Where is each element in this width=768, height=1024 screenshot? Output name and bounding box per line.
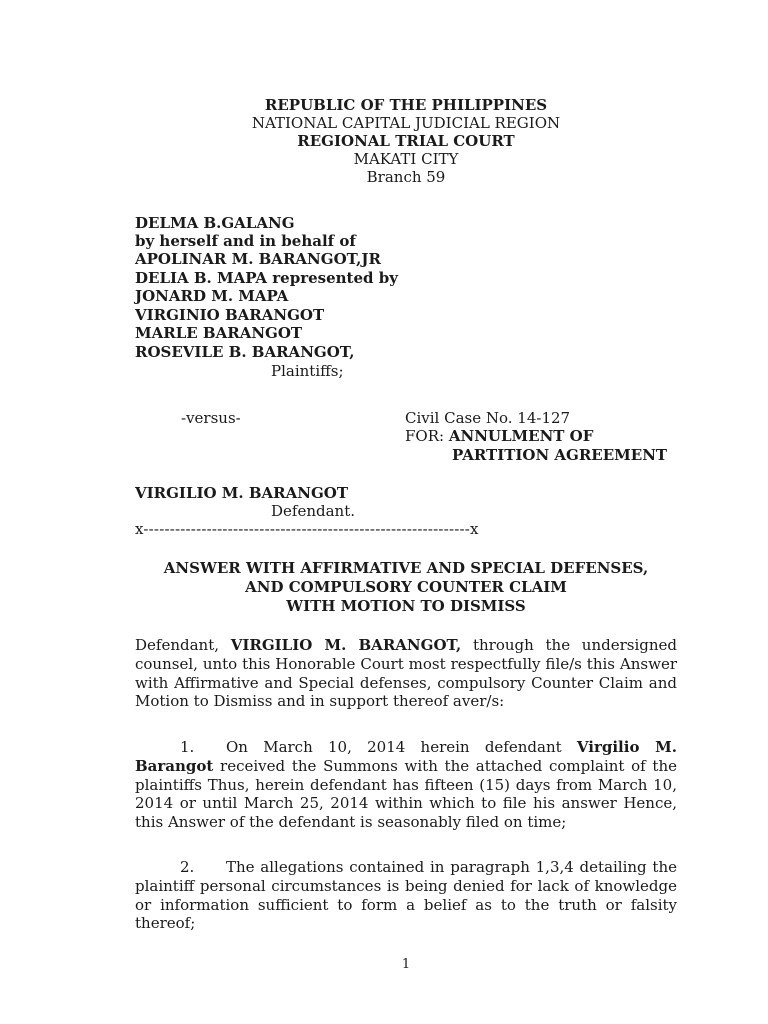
defendant-role: Defendant. bbox=[271, 502, 355, 520]
paragraph-1 bbox=[135, 738, 677, 832]
intro-paragraph bbox=[135, 636, 677, 711]
header-court: REGIONAL TRIAL COURT bbox=[297, 132, 515, 150]
caption-separator: x--------------------------------------------------------------x bbox=[135, 520, 479, 538]
header-branch: Branch 59 bbox=[366, 168, 446, 186]
defendant-name: VIRGILIO M. BARANGOT bbox=[135, 484, 349, 502]
case-for-line1: ANNULMENT OF bbox=[448, 427, 594, 445]
plaintiff-line: JONARD M. MAPA bbox=[135, 287, 289, 305]
versus-label: -versus- bbox=[181, 409, 241, 427]
paragraph-1-number: 1. bbox=[180, 738, 195, 756]
paragraph-2 bbox=[135, 858, 677, 933]
paragraph-1-lead: On March 10, 2014 herein defendant bbox=[226, 738, 577, 756]
case-for-label: FOR: bbox=[405, 427, 445, 445]
pleading-title-line1: ANSWER WITH AFFIRMATIVE AND SPECIAL DEFENSES, bbox=[163, 559, 649, 577]
intro-rest: through the undersigned counsel, unto this Honorable Court most respectfully file/s this Answer with Affirmative and Special defenses, compulsory Counter Claim and Motion to Dismiss and in support thereof aver/s: bbox=[135, 636, 678, 711]
header-republic: REPUBLIC OF THE PHILIPPINES bbox=[264, 96, 548, 114]
plaintiff-line: by herself and in behalf of bbox=[135, 232, 356, 250]
case-number: Civil Case No. 14-127 bbox=[405, 409, 571, 427]
plaintiff-line: DELIA B. MAPA represented by bbox=[135, 269, 398, 287]
header-region: NATIONAL CAPITAL JUDICIAL REGION bbox=[251, 114, 561, 132]
plaintiff-line: VIRGINIO BARANGOT bbox=[135, 306, 325, 324]
header-city: MAKATI CITY bbox=[353, 150, 459, 168]
page-number: 1 bbox=[401, 957, 411, 972]
paragraph-2-text: The allegations contained in paragraph 1,3,4 detailing the plaintiff personal circumstances is being denied for lack of knowledge or information sufficient to form a belief as to the truth or falsity thereof; bbox=[135, 858, 677, 933]
plaintiffs-role: Plaintiffs; bbox=[271, 362, 344, 380]
pleading-title-line3: WITH MOTION TO DISMISS bbox=[286, 597, 526, 615]
paragraph-1-name: Virgilio M. Barangot bbox=[135, 738, 677, 775]
pleading-title-line2: AND COMPULSORY COUNTER CLAIM bbox=[245, 578, 567, 596]
plaintiff-line: DELMA B.GALANG bbox=[135, 214, 295, 232]
paragraph-2-number: 2. bbox=[180, 858, 195, 876]
intro-defendant-name: VIRGILIO M. BARANGOT, bbox=[230, 636, 462, 654]
plaintiff-line: ROSEVILE B. BARANGOT, bbox=[135, 343, 355, 361]
intro-lead: Defendant, bbox=[135, 636, 231, 654]
case-for bbox=[405, 427, 593, 445]
paragraph-1-rest: received the Summons with the attached complaint of the plaintiffs Thus, herein defendant has fifteen (15) days from March 10, 2014 or until March 25, 2014 within which to file his answer Hence, this Answer of the defendant is seasonably filed on time; bbox=[135, 756, 677, 832]
plaintiff-line: APOLINAR M. BARANGOT,JR bbox=[135, 250, 381, 268]
case-for-line2: PARTITION AGREEMENT bbox=[452, 446, 668, 464]
plaintiff-line: MARLE BARANGOT bbox=[135, 324, 303, 342]
